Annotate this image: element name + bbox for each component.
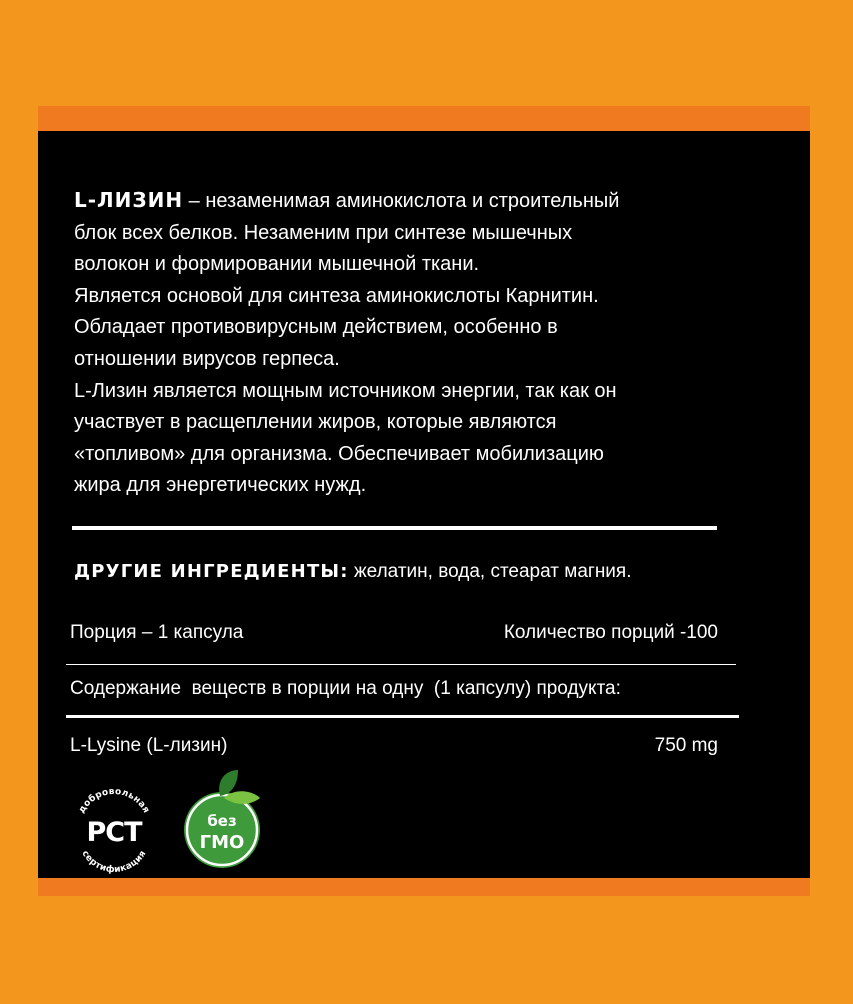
bottom-accent-band xyxy=(38,878,810,896)
rst-bottom-text: сертификация xyxy=(79,849,149,874)
svg-text:сертификация xyxy=(80,849,149,874)
description-line-2: блок всех белков. Незаменим при синтезе мышечных xyxy=(74,221,573,244)
description-line-8: участвует в расщеплении жиров, которые являются xyxy=(74,411,557,434)
gmo-line-1: без xyxy=(207,812,237,830)
description-line-7: L-Лизин является мощным источником энергии, так как он xyxy=(74,379,617,402)
gmo-line-2: ГМО xyxy=(199,832,245,853)
table-rule-thin xyxy=(66,664,736,665)
other-ingredients-label: ДРУГИЕ ИНГРЕДИЕНТЫ: xyxy=(74,561,349,582)
serving-row xyxy=(70,622,718,644)
description-line-10: жира для энергетических нужд. xyxy=(74,474,367,497)
top-accent-band xyxy=(38,106,810,132)
rst-mark: РСТ xyxy=(86,817,142,848)
serving-count: Количество порций -100 xyxy=(503,622,718,643)
product-name: L-ЛИЗИН xyxy=(74,188,184,212)
svg-text:добровольная xyxy=(77,787,151,815)
product-description xyxy=(74,185,734,502)
description-line-5: Обладает противовирусным действием, особенно в xyxy=(74,316,558,339)
serving-size: Порция – 1 капсула xyxy=(70,622,244,643)
description-line-9: «топливом» для организма. Обеспечивает мобилизацию xyxy=(74,442,604,465)
nutrient-name: L-Lysine (L-лизин) xyxy=(70,735,228,756)
rst-top-text: добровольная xyxy=(77,786,152,816)
description-line-4: Является основой для синтеза аминокислоты Карнитин. xyxy=(74,284,599,307)
content-per-serving-title: Содержание веществ в порции на одну (1 капсулу) продукта: xyxy=(70,678,621,699)
gmo-free-icon xyxy=(176,768,270,872)
other-ingredients-value: желатин, вода, стеарат магния. xyxy=(348,561,632,582)
description-line-1: – незаменимая аминокислота и строительный xyxy=(183,190,620,212)
other-ingredients xyxy=(74,561,632,583)
section-divider xyxy=(72,526,717,530)
description-line-6: отношении вирусов герпеса. xyxy=(74,347,340,370)
nutrient-row xyxy=(70,735,718,757)
label-panel xyxy=(38,131,810,878)
nutrient-amount: 750 mg xyxy=(654,735,718,756)
description-line-3: волокон и формировании мышечной ткани. xyxy=(74,253,480,276)
rst-certification-icon xyxy=(66,778,162,874)
table-rule xyxy=(66,715,739,718)
